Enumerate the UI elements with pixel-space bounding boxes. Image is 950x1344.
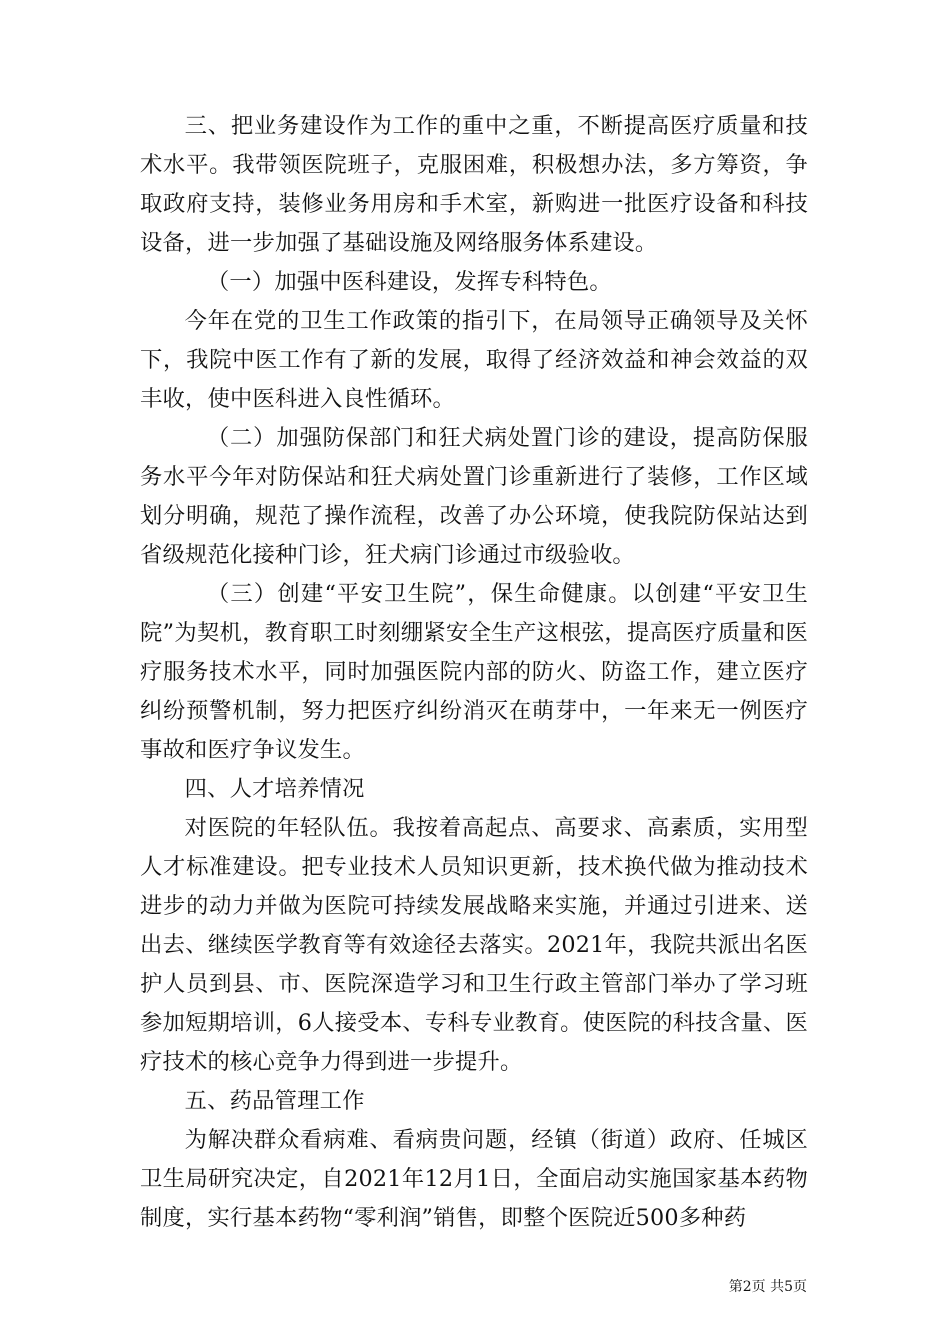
paragraph-tcm-body: 今年在党的卫生工作政策的指引下，在局领导正确领导及关怀下，我院中医工作有了新的发展，取得了经济效益和神会效益的双丰收，使中医科进入良性循环。: [140, 308, 808, 412]
paragraph-business-construction: 三、把业务建设作为工作的重中之重，不断提高医疗质量和技术水平。我带领医院班子，克服困难，积极想办法，多方筹资，争取政府支持，装修业务用房和手术室，新购进一批医疗设备和科技设备，进一步加强了基础设施及网络服务体系建设。: [140, 113, 808, 256]
section-heading-talent: 四、人才培养情况: [184, 776, 365, 802]
document-body: [140, 107, 808, 1238]
footer-page-middle: 页 共: [751, 1279, 785, 1295]
paragraph-tcm-heading: （一）加强中医科建设，发挥专科特色。: [206, 269, 612, 295]
page-footer: [729, 1277, 807, 1297]
paragraph-safe-hospital: （三）创建“平安卫生院”，保生命健康。以创建“平安卫生院”为契机，教育职工时刻绷紧安全生产这根弦，提高医疗质量和医疗服务技术水平，同时加强医院内部的防火、防盗工作，建立医疗纠纷预警机制，努力把医疗纠纷消灭在萌芽中，一年来无一例医疗事故和医疗争议发生。: [140, 581, 808, 763]
paragraph-drug-management-body: 为解决群众看病难、看病贵问题，经镇（街道）政府、任城区卫生局研究决定，自2021年12月1日，全面启动实施国家基本药物制度，实行基本药物“零利润”销售，即整个医院近500多种药: [140, 1127, 808, 1231]
footer-page-number: 2: [742, 1279, 752, 1295]
footer-page-suffix: 页: [793, 1279, 807, 1295]
footer-page-prefix: 第: [728, 1279, 743, 1295]
footer-page-total: 5: [784, 1279, 793, 1295]
paragraph-prevention-station: （二）加强防保部门和狂犬病处置门诊的建设，提高防保服务水平今年对防保站和狂犬病处置门诊重新进行了装修，工作区域划分明确，规范了操作流程，改善了办公环境，使我院防保站达到省级规范化接种门诊，狂犬病门诊通过市级验收。: [140, 425, 808, 568]
section-heading-drug-management: 五、药品管理工作: [184, 1088, 365, 1114]
paragraph-talent-body: 对医院的年轻队伍。我按着高起点、高要求、高素质，实用型人才标准建设。把专业技术人员知识更新，技术换代做为推动技术进步的动力并做为医院可持续发展战略来实施，并通过引进来、送出去、继续医学教育等有效途径去落实。2021年，我院共派出名医护人员到县、市、医院深造学习和卫生行政主管部门举办了学习班参加短期培训，6人接受本、专科专业教育。使医院的科技含量、医疗技术的核心竞争力得到进一步提升。: [140, 815, 808, 1075]
